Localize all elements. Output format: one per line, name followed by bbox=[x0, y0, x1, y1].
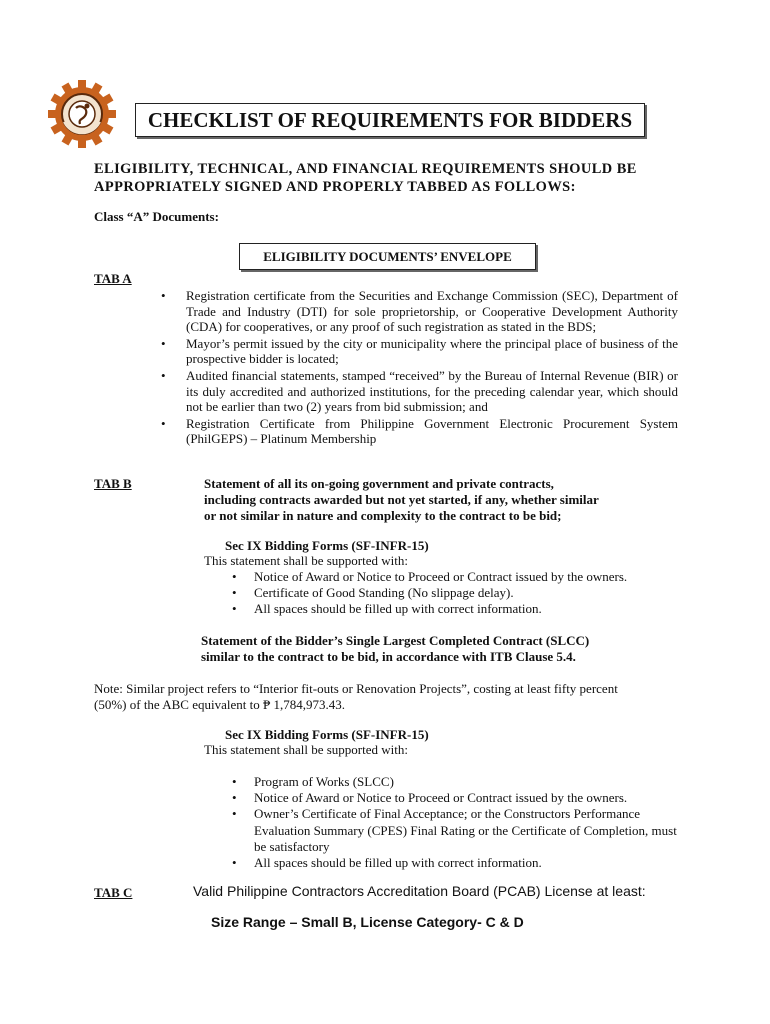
tab-a-label: TAB A bbox=[94, 271, 132, 286]
list-item: • All spaces should be filled up with correct information. bbox=[254, 601, 694, 617]
form1-list bbox=[254, 569, 694, 618]
form1-support-text: This statement shall be supported with: bbox=[204, 553, 408, 568]
slcc-line: similar to the contract to be bid, in accordance with ITB Clause 5.4. bbox=[201, 648, 576, 664]
gear-seal-logo-icon bbox=[48, 80, 116, 148]
note-line: (50%) of the ABC equivalent to ₱ 1,784,973.43. bbox=[94, 697, 345, 712]
list-item: • Audited financial statements, stamped “received” by the Bureau of Internal Revenue (BIR) or its duly accredited and authorized institutions, for the preceding calendar year, which should not be earlier than two (2) years from bid submission; and bbox=[186, 368, 678, 415]
heading-line-1: ELIGIBILITY, TECHNICAL, AND FINANCIAL REQUIREMENTS SHOULD BE bbox=[94, 161, 637, 177]
requirements-heading bbox=[94, 160, 694, 196]
list-item: • Certificate of Good Standing (No slippage delay). bbox=[254, 585, 694, 601]
form1-title: Sec IX Bidding Forms (SF-INFR-15) bbox=[225, 538, 429, 553]
pcab-license-text: Valid Philippine Contractors Accreditation Board (PCAB) License at least: bbox=[193, 883, 646, 899]
logo bbox=[48, 80, 116, 148]
tab-c-label: TAB C bbox=[94, 885, 133, 900]
list-item: • Notice of Award or Notice to Proceed or Contract issued by the owners. bbox=[254, 790, 678, 806]
statement-line: or not similar in nature and complexity to the contract to be bid; bbox=[204, 507, 562, 523]
list-item: • All spaces should be filled up with correct information. bbox=[254, 855, 678, 871]
slcc-line: Statement of the Bidder’s Single Largest Completed Contract (SLCC) bbox=[201, 633, 590, 648]
envelope-label-box: ELIGIBILITY DOCUMENTS’ ENVELOPE bbox=[239, 243, 536, 270]
note-line: Note: Similar project refers to “Interior fit-outs or Renovation Projects”, costing at least fifty percent bbox=[94, 681, 618, 696]
statement-line: including contracts awarded but not yet started, if any, whether similar bbox=[204, 491, 599, 507]
list-item: • Mayor’s permit issued by the city or municipality where the principal place of business of the prospective bidder is located; bbox=[186, 336, 678, 367]
similar-project-note bbox=[94, 681, 714, 713]
list-item: • Registration certificate from the Securities and Exchange Commission (SEC), Department of Trade and Industry (DTI) for sole proprietorship, or Cooperative Development Authority (CDA) for cooperatives, or any proof of such registration as stated in the BDS; bbox=[186, 288, 678, 335]
form2-title: Sec IX Bidding Forms (SF-INFR-15) bbox=[225, 727, 429, 742]
page-title: CHECKLIST OF REQUIREMENTS FOR BIDDERS bbox=[135, 103, 645, 137]
tab-a-list bbox=[186, 288, 678, 448]
ongoing-contracts-statement bbox=[204, 476, 599, 523]
form2-support-text: This statement shall be supported with: bbox=[204, 742, 408, 757]
list-item: • Owner’s Certificate of Final Acceptance; or the Constructors Performance Evaluation Summary (CPES) Final Rating or the Certificate of Completion, must be satisfactory bbox=[254, 806, 678, 855]
list-item: • Program of Works (SLCC) bbox=[254, 774, 678, 790]
tab-b-label: TAB B bbox=[94, 476, 132, 491]
statement-line: Statement of all its on-going government and private contracts, bbox=[204, 476, 554, 491]
slcc-statement bbox=[201, 633, 589, 665]
heading-line-2: APPROPRIATELY SIGNED AND PROPERLY TABBED AS FOLLOWS: bbox=[94, 179, 576, 195]
list-item: • Notice of Award or Notice to Proceed or Contract issued by the owners. bbox=[254, 569, 694, 585]
form2-list bbox=[254, 774, 678, 871]
class-a-label: Class “A” Documents: bbox=[94, 209, 219, 224]
size-range-text: Size Range – Small B, License Category- C & D bbox=[211, 914, 524, 930]
list-item: • Registration Certificate from Philippine Government Electronic Procurement System (PhilGEPS) – Platinum Membership bbox=[186, 416, 678, 447]
